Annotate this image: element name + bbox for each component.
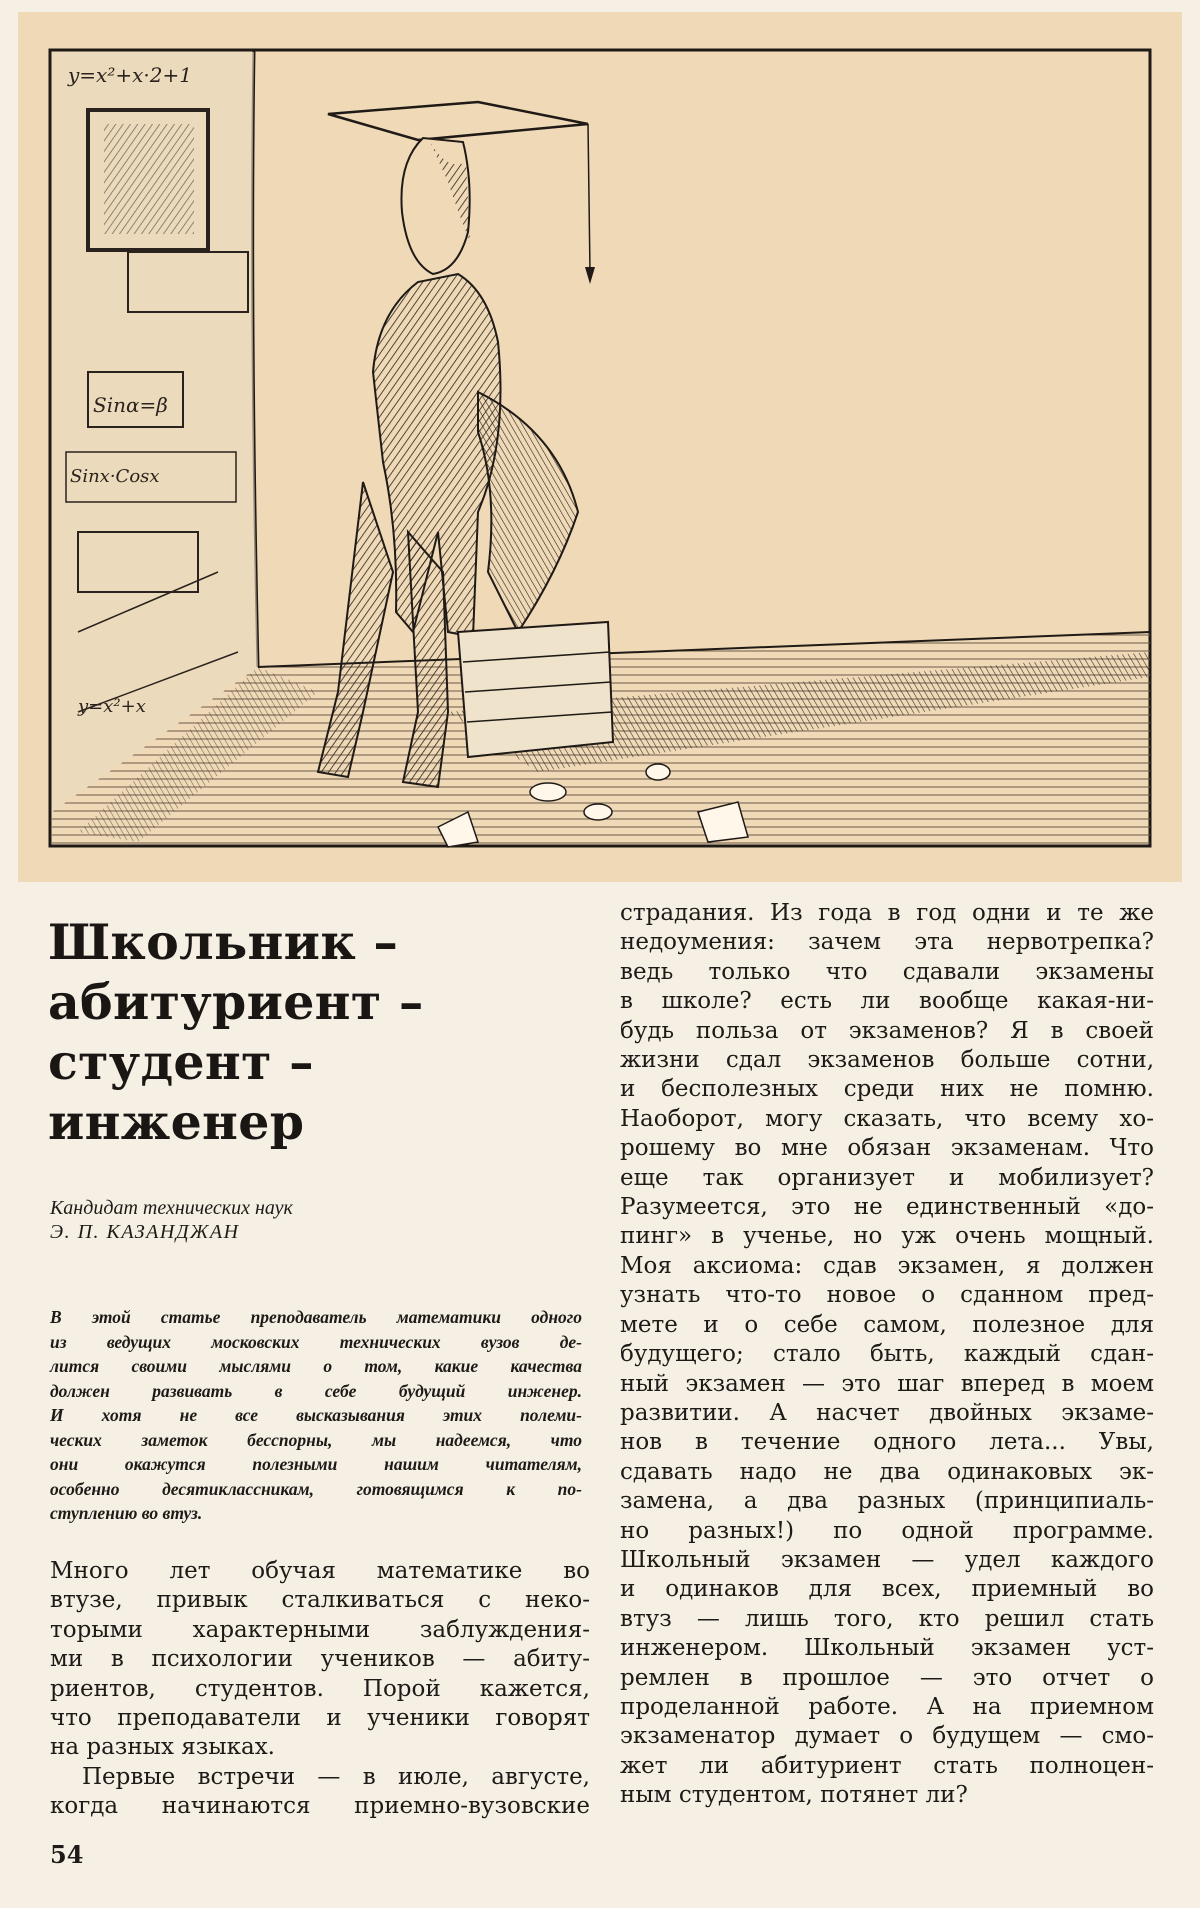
wall-formula-2: Sinα=β (93, 393, 168, 417)
body-line: но разных!) по одной программе. (620, 1517, 1154, 1544)
title-line: абитуриент – (48, 973, 424, 1031)
body-line: будущего; стало быть, каждый сдан- (620, 1341, 1154, 1368)
body-line: пинг» в ученье, но уж очень мощный. (620, 1223, 1154, 1250)
body-column-right (620, 899, 1154, 1811)
body-line: жет ли абитуриент стать полноцен- (620, 1752, 1154, 1779)
article-title (48, 912, 608, 1152)
body-line: ным студентом, потянет ли? (620, 1782, 968, 1809)
body-line: Наоборот, могу сказать, что всему хо- (620, 1105, 1154, 1132)
body-line: Разумеется, это не единственный «до- (620, 1194, 1154, 1221)
body-line: когда начинаются приемно-вузовские (50, 1793, 590, 1820)
wall-formula-1: y=x²+x·2+1 (68, 63, 192, 87)
body-line: ведь только что сдавали экзамены (620, 958, 1154, 985)
body-line: еще так организует и мобилизует? (620, 1164, 1154, 1191)
body-line: на разных языках. (50, 1734, 275, 1761)
body-line: и одинаков для всех, приемный во (620, 1576, 1154, 1603)
body-line: втуз — лишь того, кто решил стать (620, 1605, 1154, 1632)
wall-formula-4: y=x²+x (78, 696, 146, 717)
body-line: втузе, привык сталкиваться с неко- (50, 1587, 590, 1614)
lead-line: ческих заметок бесспорны, мы надеемся, что (50, 1429, 582, 1450)
body-line: жизни сдал экзаменов больше сотни, (620, 1047, 1154, 1074)
body-line: ми в психологии учеников — абиту- (50, 1646, 590, 1673)
body-column-left (50, 1557, 590, 1822)
body-line: риентов, студентов. Порой кажется, (50, 1675, 590, 1702)
body-line: недоумения: зачем эта нервотрепка? (620, 929, 1154, 956)
author-byline (50, 1196, 590, 1244)
wall-formula-3: Sinx·Cosx (70, 466, 160, 487)
body-line: нов в течение одного лета... Увы, (620, 1429, 1154, 1456)
body-line: инженером. Школьный экзамен уст- (620, 1635, 1154, 1662)
title-line: Школьник – (48, 913, 399, 971)
title-line: инженер (48, 1093, 305, 1151)
body-line: в школе? есть ли вообще какая-ни- (620, 988, 1154, 1015)
page-number: 54 (50, 1840, 84, 1869)
body-line: развитии. А насчет двойных экзаме- (620, 1399, 1154, 1426)
title-line: студент – (48, 1033, 314, 1091)
lead-line: лится своими мыслями о том, какие качества (50, 1356, 582, 1376)
author-name: Э. П. КАЗАНДЖАН (50, 1221, 240, 1243)
body-line: что преподаватели и ученики говорят (50, 1705, 590, 1732)
body-line: мете и о себе самом, полезное для (620, 1311, 1154, 1338)
body-line: и бесполезных среди них не помню. (620, 1076, 1154, 1103)
body-line: страдания. Из года в год одни и те же (620, 900, 1154, 926)
body-line: узнать что-то новое о сданном пред- (620, 1282, 1154, 1309)
lead-paragraph (50, 1305, 582, 1526)
body-line: ремлен в прошлое — это отчет о (620, 1664, 1154, 1691)
body-line: Школьный экзамен — удел каждого (620, 1546, 1154, 1573)
author-title: Кандидат технических наук (50, 1197, 293, 1219)
body-line: Первые встречи — в июле, августе, (82, 1763, 590, 1790)
body-line: торыми характерными заблуждения- (50, 1616, 590, 1643)
body-line: Много лет обучая математике во (50, 1558, 590, 1584)
lead-line: И хотя не все высказывания этих полеми- (50, 1405, 582, 1425)
graduate-sketch-icon (18, 12, 1182, 882)
body-line: ный экзамен — это шаг вперед в моем (620, 1370, 1154, 1397)
body-line: проделанной работе. А на приемном (620, 1693, 1154, 1720)
body-line: сдавать надо не два одинаковых эк- (620, 1458, 1154, 1485)
lead-line: они окажутся полезными нашим читателям, (50, 1454, 582, 1474)
lead-line: особенно десятиклассникам, готовящимся к по- (50, 1478, 582, 1499)
body-line: рошему во мне обязан экзаменам. Что (620, 1135, 1154, 1162)
body-line: будь польза от экзаменов? Я в своей (620, 1017, 1154, 1044)
lead-line: должен развивать в себе будущий инженер. (50, 1380, 582, 1401)
body-line: экзаменатор думает о будущем — смо- (620, 1723, 1154, 1750)
lead-line: В этой статье преподаватель математики одного (50, 1307, 582, 1327)
body-line: Моя аксиома: сдав экзамен, я должен (620, 1252, 1154, 1279)
lead-line: из ведущих московских технических вузов де- (50, 1331, 582, 1352)
body-line: замена, а два разных (принципиаль- (620, 1488, 1154, 1515)
graduate-illustration (18, 12, 1182, 882)
lead-line: ступлению во втуз. (50, 1503, 203, 1523)
